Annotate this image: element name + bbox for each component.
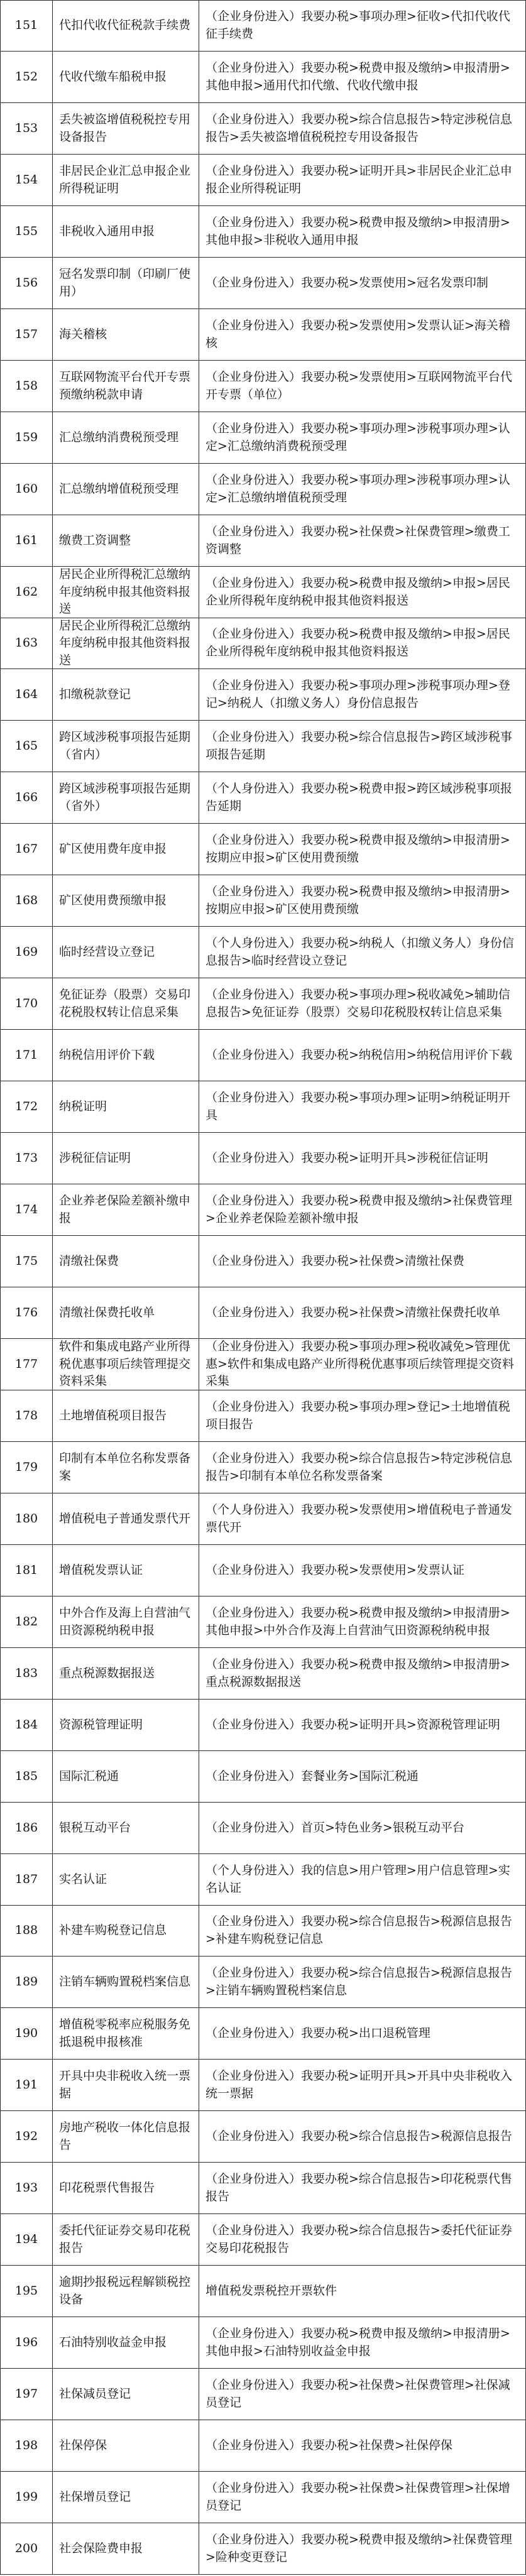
navigation-path: （个人身份进入）我要办税>纳税人（扣缴义务人）身份信息报告>临时经营设立登记 [199,927,526,978]
service-name: 社保增员登记 [53,2472,199,2523]
navigation-path: （企业身份进入）我要办税>税费申报及缴纳>社保费管理>企业养老保险差额补缴申报 [199,1184,526,1236]
service-name: 重点税源数据报送 [53,1648,199,1700]
service-name: 中外合作及海上自营油气田资源税纳税申报 [53,1596,199,1648]
navigation-path: （企业身份进入）我要办税>税费申报及缴纳>申报清册>重点税源数据报送 [199,1648,526,1700]
service-name: 增值税电子普通发票代开 [53,1493,199,1545]
navigation-path: （企业身份进入）我要办税>社保费>社保费管理>社保减员登记 [199,2369,526,2420]
row-number: 190 [0,2008,53,2060]
row-number: 154 [0,155,53,206]
row-number: 161 [0,515,53,567]
navigation-path: （企业身份进入）我要办税>综合信息报告>特定涉税信息报告>丢失被盗增值税税控专用设备报告 [199,103,526,155]
service-name: 增值税零税率应税服务免抵退税申报核准 [53,2008,199,2060]
service-name: 清缴社保费 [53,1236,199,1287]
service-name: 汇总缴纳增值税预受理 [53,464,199,515]
navigation-path: （企业身份进入）我要办税>综合信息报告>税源信息报告 [199,2111,526,2163]
navigation-path: （企业身份进入）我要办税>出口退税管理 [199,2008,526,2060]
service-name: 跨区域涉税事项报告延期（省外） [53,772,199,824]
row-number: 177 [0,1339,53,1390]
row-number: 152 [0,52,53,103]
service-name: 海关稽核 [53,309,199,361]
row-number: 189 [0,1957,53,2008]
navigation-path: （企业身份进入）我要办税>证明开具>非居民企业汇总申报企业所得税证明 [199,155,526,206]
row-number: 160 [0,464,53,515]
service-name: 印花税票代售报告 [53,2163,199,2214]
row-number: 162 [0,567,53,618]
row-number: 169 [0,927,53,978]
row-number: 181 [0,1545,53,1596]
service-name: 资源税管理证明 [53,1700,199,1751]
navigation-path: （企业身份进入）我要办税>社保费>清缴社保费 [199,1236,526,1287]
navigation-path: （企业身份进入）我要办税>事项办理>征收>代扣代收代征手续费 [199,0,526,52]
service-name: 委托代征证券交易印花税报告 [53,2214,199,2266]
navigation-path: （个人身份进入）我要办税>税费申报>跨区域涉税事项报告延期 [199,772,526,824]
navigation-path: （企业身份进入）我要办税>证明开具>涉税征信证明 [199,1133,526,1184]
service-name: 增值税发票认证 [53,1545,199,1596]
row-number: 164 [0,669,53,721]
navigation-path: 增值税发票税控开票软件 [199,2266,526,2317]
navigation-path: （企业身份进入）套餐业务>国际汇税通 [199,1751,526,1803]
navigation-path: （企业身份进入）我要办税>社保费>社保费管理>缴费工资调整 [199,515,526,567]
navigation-path: （企业身份进入）我要办税>发票使用>发票认证 [199,1545,526,1596]
row-number: 184 [0,1700,53,1751]
row-number: 165 [0,721,53,772]
service-name: 居民企业所得税汇总缴纳年度纳税申报其他资料报送 [53,618,199,669]
service-name: 印制有本单位名称发票备案 [53,1442,199,1493]
service-name: 矿区使用费预缴申报 [53,875,199,927]
row-number: 187 [0,1854,53,1906]
navigation-path: （企业身份进入）我要办税>综合信息报告>特定涉税信息报告>印制有本单位名称发票备案 [199,1442,526,1493]
navigation-path: （企业身份进入）我要办税>纳税信用>纳税信用评价下载 [199,1030,526,1081]
navigation-path: （企业身份进入）我要办税>税费申报及缴纳>申报清册>按期应申报>矿区使用费预缴 [199,824,526,875]
service-name: 国际汇税通 [53,1751,199,1803]
service-name: 汇总缴纳消费税预受理 [53,412,199,464]
service-name: 非居民企业汇总申报企业所得税证明 [53,155,199,206]
row-number: 172 [0,1081,53,1133]
row-number: 191 [0,2060,53,2111]
row-number: 168 [0,875,53,927]
service-name: 实名认证 [53,1854,199,1906]
service-name: 免征证券（股票）交易印花税股权转让信息采集 [53,978,199,1030]
navigation-path: （企业身份进入）我要办税>税费申报及缴纳>申报清册>其他申报>中外合作及海上自营油气田资源税纳税申报 [199,1596,526,1648]
navigation-path: （企业身份进入）我要办税>事项办理>登记>土地增值税项目报告 [199,1390,526,1442]
row-number: 178 [0,1390,53,1442]
navigation-path: （企业身份进入）我要办税>事项办理>税收减免>辅助信息报告>免征证券（股票）交易印花税股权转让信息采集 [199,978,526,1030]
navigation-path: （企业身份进入）我要办税>税费申报及缴纳>申报>居民企业所得税年度纳税申报其他资料报送 [199,618,526,669]
row-number: 170 [0,978,53,1030]
service-name: 社保减员登记 [53,2369,199,2420]
navigation-path: （企业身份进入）首页>特色业务>银税互动平台 [199,1803,526,1854]
service-name: 冠名发票印制（印刷厂使用） [53,258,199,309]
service-name: 跨区域涉税事项报告延期（省内） [53,721,199,772]
service-name: 缴费工资调整 [53,515,199,567]
navigation-path: （企业身份进入）我要办税>发票使用>互联网物流平台代开专票（单位） [199,361,526,412]
service-name: 丢失被盗增值税税控专用设备报告 [53,103,199,155]
service-name: 房地产税收一体化信息报告 [53,2111,199,2163]
navigation-path: （企业身份进入）我要办税>发票使用>发票认证>海关稽核 [199,309,526,361]
service-name: 代收代缴车船税申报 [53,52,199,103]
service-name: 注销车辆购置税档案信息 [53,1957,199,2008]
row-number: 167 [0,824,53,875]
row-number: 156 [0,258,53,309]
row-number: 192 [0,2111,53,2163]
navigation-path: （企业身份进入）我要办税>社保费>社保费管理>社保增员登记 [199,2472,526,2523]
navigation-path: （个人身份进入）我的信息>用户管理>用户信息管理>实名认证 [199,1854,526,1906]
row-number: 175 [0,1236,53,1287]
navigation-path: （企业身份进入）我要办税>事项办理>涉税事项办理>登记>纳税人（扣缴义务人）身份信息报告 [199,669,526,721]
navigation-path: （企业身份进入）我要办税>社保费>清缴社保费托收单 [199,1287,526,1339]
navigation-path: （企业身份进入）我要办税>事项办理>证明>纳税证明开具 [199,1081,526,1133]
navigation-path: （企业身份进入）我要办税>税费申报及缴纳>申报>居民企业所得税年度纳税申报其他资料报送 [199,567,526,618]
navigation-path: （企业身份进入）我要办税>税费申报及缴纳>申报清册>按期应申报>矿区使用费预缴 [199,875,526,927]
row-number: 155 [0,206,53,258]
row-number: 173 [0,1133,53,1184]
service-name: 互联网物流平台代开专票预缴纳税款申请 [53,361,199,412]
row-number: 197 [0,2369,53,2420]
navigation-path: （企业身份进入）我要办税>综合信息报告>税源信息报告>补建车购税登记信息 [199,1906,526,1957]
row-number: 163 [0,618,53,669]
row-number: 185 [0,1751,53,1803]
navigation-path: （企业身份进入）我要办税>综合信息报告>跨区域涉税事项报告延期 [199,721,526,772]
service-name: 开具中央非税收入统一票据 [53,2060,199,2111]
row-number: 199 [0,2472,53,2523]
navigation-path: （企业身份进入）我要办税>事项办理>税收减免>管理优惠>软件和集成电路产业所得税优惠事项后续管理提交资料采集 [199,1339,526,1390]
service-name: 银税互动平台 [53,1803,199,1854]
service-name: 补建车购税登记信息 [53,1906,199,1957]
navigation-path: （企业身份进入）我要办税>事项办理>涉税事项办理>认定>汇总缴纳增值税预受理 [199,464,526,515]
navigation-path: （企业身份进入）我要办税>发票使用>冠名发票印制 [199,258,526,309]
service-name: 社保停保 [53,2420,199,2472]
row-number: 157 [0,309,53,361]
row-number: 158 [0,361,53,412]
row-number: 182 [0,1596,53,1648]
row-number: 200 [0,2523,53,2575]
navigation-path: （企业身份进入）我要办税>综合信息报告>税源信息报告>注销车辆购置税档案信息 [199,1957,526,2008]
row-number: 193 [0,2163,53,2214]
navigation-path: （企业身份进入）我要办税>税费申报及缴纳>申报清册>其他申报>石油特别收益金申报 [199,2317,526,2369]
navigation-path: （企业身份进入）我要办税>税费申报及缴纳>社保费管理>险种变更登记 [199,2523,526,2575]
navigation-path: （企业身份进入）我要办税>综合信息报告>印花税票代售报告 [199,2163,526,2214]
row-number: 198 [0,2420,53,2472]
row-number: 179 [0,1442,53,1493]
row-number: 151 [0,0,53,52]
row-number: 195 [0,2266,53,2317]
service-name: 临时经营设立登记 [53,927,199,978]
service-name: 涉税征信证明 [53,1133,199,1184]
navigation-path: （企业身份进入）我要办税>综合信息报告>委托代征证券交易印花税报告 [199,2214,526,2266]
row-number: 171 [0,1030,53,1081]
service-name: 居民企业所得税汇总缴纳年度纳税申报其他资料报送 [53,567,199,618]
row-number: 176 [0,1287,53,1339]
service-name: 矿区使用费年度申报 [53,824,199,875]
service-name: 石油特别收益金申报 [53,2317,199,2369]
row-number: 186 [0,1803,53,1854]
row-number: 194 [0,2214,53,2266]
navigation-path: （个人身份进入）我要办税>发票使用>增值税电子普通发票代开 [199,1493,526,1545]
row-number: 159 [0,412,53,464]
navigation-path: （企业身份进入）我要办税>社保费>社保停保 [199,2420,526,2472]
navigation-path: （企业身份进入）我要办税>证明开具>开具中央非税收入统一票据 [199,2060,526,2111]
service-name: 纳税证明 [53,1081,199,1133]
row-number: 166 [0,772,53,824]
service-name: 社会保险费申报 [53,2523,199,2575]
service-name: 纳税信用评价下载 [53,1030,199,1081]
service-name: 土地增值税项目报告 [53,1390,199,1442]
service-name: 清缴社保费托收单 [53,1287,199,1339]
row-number: 180 [0,1493,53,1545]
service-name: 代扣代收代征税款手续费 [53,0,199,52]
navigation-path: （企业身份进入）我要办税>证明开具>资源税管理证明 [199,1700,526,1751]
service-name: 软件和集成电路产业所得税优惠事项后续管理提交资料采集 [53,1339,199,1390]
service-name: 企业养老保险差额补缴申报 [53,1184,199,1236]
navigation-path: （企业身份进入）我要办税>税费申报及缴纳>申报清册>其他申报>通用代扣代缴、代收代缴申报 [199,52,526,103]
row-number: 196 [0,2317,53,2369]
row-number: 174 [0,1184,53,1236]
service-name: 逾期抄报税远程解锁税控设备 [53,2266,199,2317]
navigation-path: （企业身份进入）我要办税>税费申报及缴纳>申报清册>其他申报>非税收入通用申报 [199,206,526,258]
service-name: 非税收入通用申报 [53,206,199,258]
row-number: 183 [0,1648,53,1700]
service-name: 扣缴税款登记 [53,669,199,721]
row-number: 188 [0,1906,53,1957]
row-number: 153 [0,103,53,155]
navigation-path: （企业身份进入）我要办税>事项办理>涉税事项办理>认定>汇总缴纳消费税预受理 [199,412,526,464]
